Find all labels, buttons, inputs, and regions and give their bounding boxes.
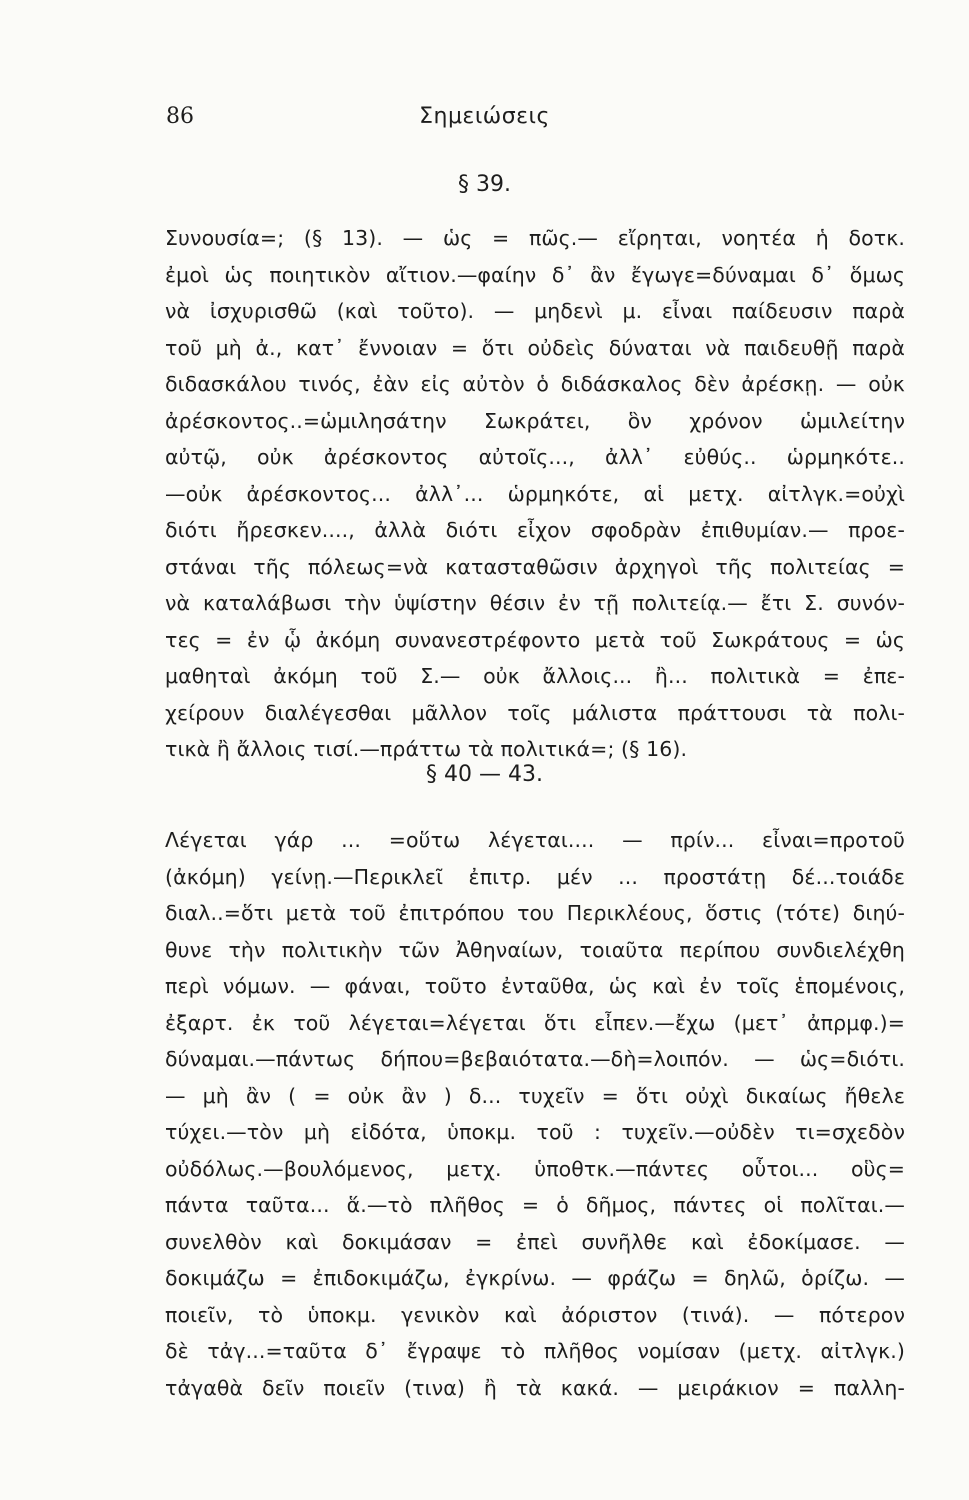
text-line: νὰ καταλάβωσι τὴν ὑψίστην θέσιν ἐν τῇ πολιτείᾳ.— ἔτι Σ. συνόν- [165, 591, 905, 615]
text-line: νὰ ἰσχυρισθῶ (καὶ τοῦτο). — μηδενὶ μ. εἶναι παίδευσιν παρὰ [165, 299, 905, 323]
text-line: στάναι τῆς πόλεως=νὰ κατασταθῶσιν ἀρχηγοὶ τῆς πολιτείας = [165, 554, 905, 579]
text-line: μαθηταὶ ἀκόμη τοῦ Σ.— οὐκ ἄλλοις... ἢ... πολιτικὰ = ἐπε- [165, 664, 905, 688]
section-39-text [165, 220, 905, 768]
text-line: ἐξαρτ. ἐκ τοῦ λέγεται=λέγεται ὅτι εἶπεν.—ἔχω (μετ᾽ ἀπρμφ.)= [165, 1010, 905, 1035]
text-line: τες = ἐν ᾧ ἀκόμη συνανεστρέφοντο μετὰ τοῦ Σωκράτους = ὡς [165, 627, 905, 652]
text-line: οὐδόλως.—βουλόμενος, μετχ. ὑποθτκ.—πάντες οὗτοι... οὓς= [165, 1156, 905, 1181]
section-heading-40-43: § 40 — 43. [426, 762, 543, 787]
text-line: τικὰ ἢ ἄλλοις τισί.—πράττω τὰ πολιτικά=; (§ 16). [165, 737, 688, 761]
text-line: δὲ τἀγ...=ταῦτα δ᾽ ἔγραψε τὸ πλῆθος νομίσαν (μετχ. αἰτλγκ.) [165, 1339, 905, 1363]
text-line: δοκιμάζω = ἐπιδοκιμάζω, ἐγκρίνω. — φράζω = δηλῶ, ὁρίζω. — [165, 1266, 905, 1290]
text-line: περὶ νόμων. — φάναι, τοῦτο ἐνταῦθα, ὡς καὶ ἐν τοῖς ἑπομένοις, [165, 974, 905, 998]
text-line: χείρουν διαλέγεσθαι μᾶλλον τοῖς μάλιστα πράττουσι τὰ πολι- [165, 700, 905, 725]
text-line: (ἀκόμη) γείνῃ.—Περικλεῖ ἐπιτρ. μέν ... προστάτῃ δέ...τοιάδε [165, 864, 905, 889]
text-line: διδασκάλου τινός, ἐὰν εἰς αὐτὸν ὁ διδάσκαλος δὲν ἀρέσκῃ. — οὐκ [165, 372, 905, 396]
text-line: ἐμοὶ ὡς ποιητικὸν αἴτιον.—φαίην δ᾽ ἂν ἔγωγε=δύναμαι δ᾽ ὅμως [165, 262, 905, 287]
text-line: τἀγαθὰ δεῖν ποιεῖν (τινα) ἢ τὰ κακά. — μειράκιον = παλλη- [165, 1375, 905, 1400]
running-head: Σημειώσεις [419, 104, 550, 129]
text-line: διαλ..=ὅτι μετὰ τοῦ ἐπιτρόπου του Περικλέους, ὅστις (τότε) διηύ- [165, 901, 905, 925]
page-number: 86 [166, 104, 194, 129]
section-heading-39: § 39. [458, 172, 511, 197]
text-line: αὐτῷ, οὐκ ἀρέσκοντος αὐτοῖς..., ἀλλ᾽ εὐθύς.. ὡρμηκότε.. [165, 445, 905, 469]
text-line: τοῦ μὴ ἀ., κατ᾽ ἔννοιαν = ὅτι οὐδεὶς δύναται νὰ παιδευθῇ παρὰ [165, 335, 905, 360]
text-line: πάντα ταῦτα... ἅ.—τὸ πλῆθος = ὁ δῆμος, πάντες οἱ πολῖται.— [165, 1193, 905, 1217]
text-line: — μὴ ἂν ( = οὐκ ἂν ) δ... τυχεῖν = ὅτι οὐχὶ δικαίως ἤθελε [165, 1083, 905, 1108]
text-line: ἀρέσκοντος..=ὡμιλησάτην Σωκράτει, ὃν χρόνον ὡμιλείτην [165, 408, 905, 433]
text-line: συνελθὸν καὶ δοκιμάσαν = ἐπεὶ συνῆλθε καὶ ἐδοκίμασε. — [165, 1229, 905, 1254]
text-line: τύχει.—τὸν μὴ εἰδότα, ὑποκμ. τοῦ : τυχεῖν.—οὐδὲν τι=σχεδὸν [165, 1120, 905, 1144]
text-line: δύναμαι.—πάντως δήπου=βεβαιότατα.—δὴ=λοιπόν. — ὡς=διότι. [165, 1047, 905, 1071]
text-line: ποιεῖν, τὸ ὑποκμ. γενικὸν καὶ ἀόριστον (τινά). — πότερον [165, 1302, 905, 1327]
text-line: θυνε τὴν πολιτικὴν τῶν Ἀθηναίων, τοιαῦτα περίπου συνδιελέχθη [165, 937, 905, 962]
text-line: διότι ἤρεσκεν...., ἀλλὰ διότι εἶχον σφοδρὰν ἐπιθυμίαν.— προε- [165, 518, 905, 542]
text-line: Λέγεται γάρ ... =οὕτω λέγεται.... — πρίν... εἶναι=προτοῦ [165, 828, 905, 852]
text-line: —οὐκ ἀρέσκοντος... ἀλλ᾽... ὡρμηκότε, αἱ μετχ. αἰτλγκ.=οὐχὶ [165, 481, 905, 506]
text-line: Συνουσία=; (§ 13). — ὡς = πῶς.— εἴρηται, νοητέα ἡ δοτκ. [165, 226, 905, 250]
section-40-43-text [165, 822, 905, 1406]
